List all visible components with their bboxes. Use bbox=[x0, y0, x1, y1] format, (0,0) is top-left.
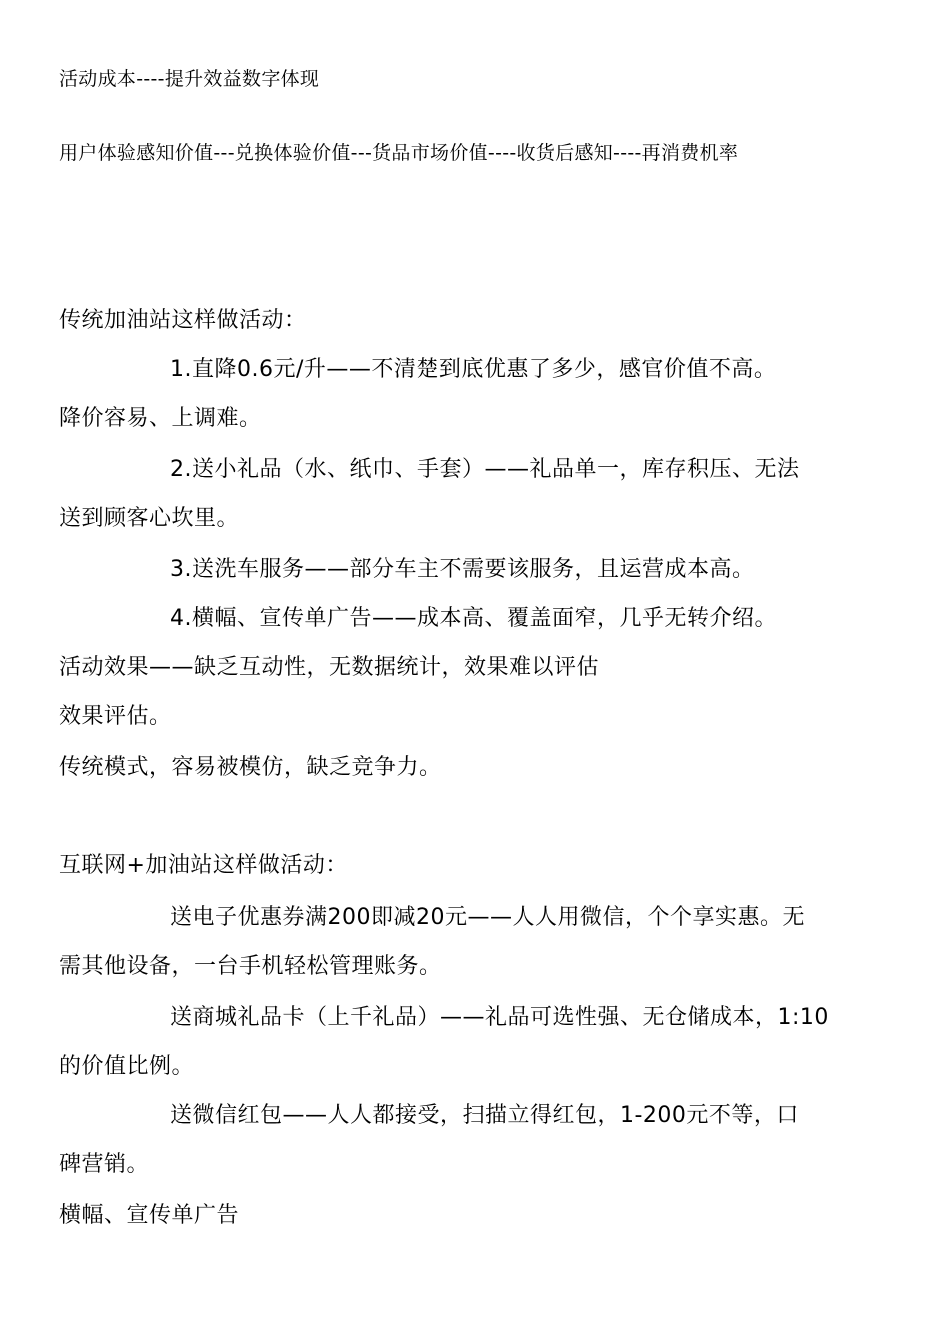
section-traditional-title: 传统加油站这样做活动： bbox=[59, 308, 307, 333]
internet-item-2-cont: 的价值比例。 bbox=[59, 1054, 195, 1079]
internet-item-1: 送电子优惠券满200即减20元——人人用微信，个个享实惠。无 bbox=[170, 905, 805, 930]
section-internet-title: 互联网+加油站这样做活动： bbox=[59, 853, 348, 878]
traditional-item-3: 3.送洗车服务——部分车主不需要该服务，且运营成本高。 bbox=[170, 557, 755, 582]
traditional-mode: 传统模式，容易被模仿，缺乏竞争力。 bbox=[59, 755, 442, 780]
internet-item-3: 送微信红包——人人都接受，扫描立得红包，1-200元不等，口 bbox=[170, 1103, 799, 1128]
traditional-item-2: 2.送小礼品（水、纸巾、手套）——礼品单一，库存积压、无法 bbox=[170, 457, 800, 482]
internet-item-3-cont: 碑营销。 bbox=[59, 1152, 150, 1177]
header-line-value-chain: 用户体验感知价值---兑换体验价值---货品市场价值----收货后感知----再消费机率 bbox=[59, 142, 739, 164]
traditional-item-4: 4.横幅、宣传单广告——成本高、覆盖面窄，几乎无转介绍。 bbox=[170, 606, 777, 631]
internet-item-2: 送商城礼品卡（上千礼品）——礼品可选性强、无仓储成本，1:10 bbox=[170, 1005, 829, 1030]
header-line-cost: 活动成本----提升效益数字体现 bbox=[59, 68, 320, 90]
traditional-effect: 活动效果——缺乏互动性，无数据统计，效果难以评估 bbox=[59, 655, 600, 680]
traditional-item-2-cont: 送到顾客心坎里。 bbox=[59, 506, 240, 531]
internet-item-1-cont: 需其他设备，一台手机轻松管理账务。 bbox=[59, 954, 442, 979]
traditional-effect-cont: 效果评估。 bbox=[59, 704, 172, 729]
internet-item-4: 横幅、宣传单广告 bbox=[59, 1203, 240, 1228]
traditional-item-1: 1.直降0.6元/升——不清楚到底优惠了多少，感官价值不高。 bbox=[170, 357, 777, 382]
traditional-item-1-cont: 降价容易、上调难。 bbox=[59, 406, 262, 431]
